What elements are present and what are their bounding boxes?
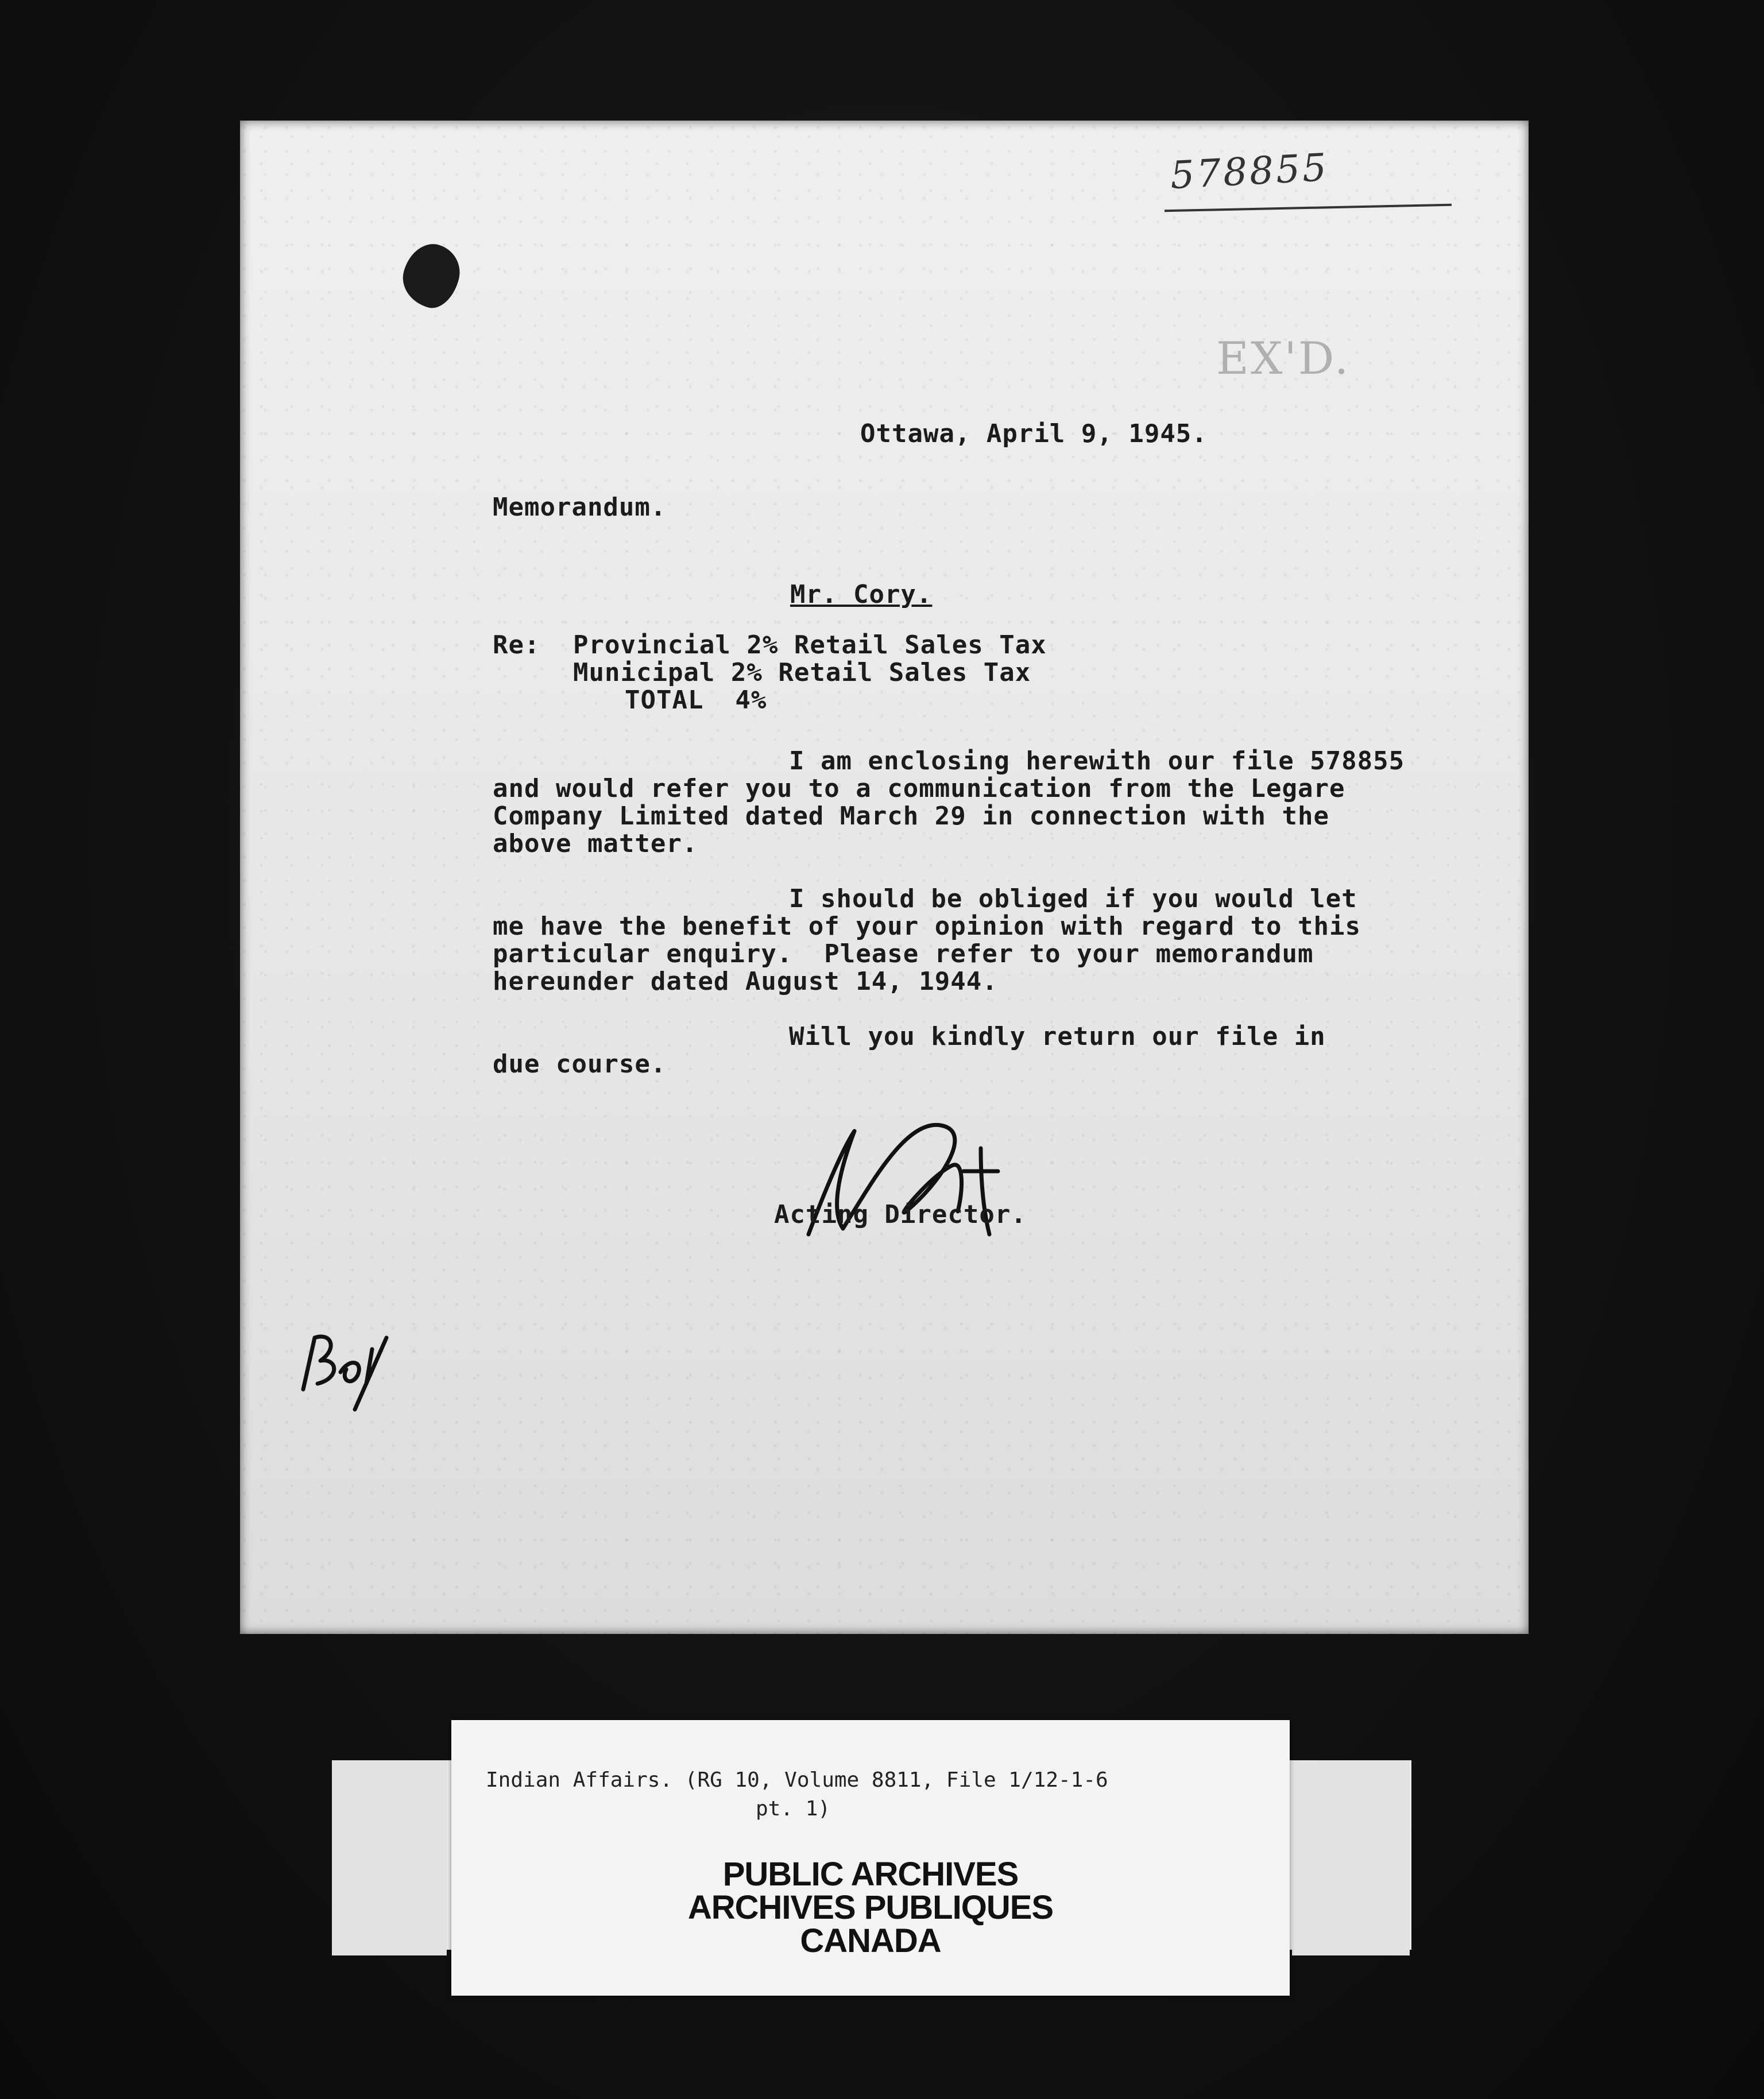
paragraph-2-line-4: hereunder dated August 14, 1944.	[493, 967, 998, 996]
handwritten-initials	[286, 1303, 401, 1418]
paragraph-1-line-4: above matter.	[493, 829, 698, 858]
paragraph-3-line-1: Will you kindly return our file in	[789, 1022, 1326, 1051]
signature-title: Acting Director.	[774, 1200, 1027, 1229]
re-line-provincial: Provincial 2% Retail Sales Tax	[573, 630, 1047, 660]
archive-reference	[486, 1766, 1255, 1823]
label-tab-right	[1292, 1760, 1410, 1955]
archive-reference-line-2: pt. 1)	[756, 1797, 831, 1821]
org-line-french: ARCHIVES PUBLIQUES	[687, 1889, 1054, 1926]
re-line-total: TOTAL 4%	[625, 686, 767, 715]
org-line-english: PUBLIC ARCHIVES	[722, 1856, 1019, 1893]
paragraph-3-line-2: due course.	[493, 1050, 667, 1079]
paragraph-2-line-3: particular enquiry. Please refer to your memorandum	[493, 939, 1314, 969]
paragraph-1-line-1: I am enclosing herewith our file 578855	[789, 746, 1405, 776]
archive-label	[451, 1720, 1290, 1996]
addressee: Mr. Cory.	[790, 580, 933, 609]
paragraph-1-line-3: Company Limited dated March 29 in connection with the	[493, 801, 1329, 831]
memo-heading: Memorandum.	[493, 493, 667, 522]
punch-hole	[396, 238, 466, 313]
archive-reference-line-1: Indian Affairs. (RG 10, Volume 8811, File 1/12-1-6	[486, 1768, 1108, 1792]
handwritten-file-number: 578855	[1169, 145, 1330, 198]
exd-stamp: EX'D.	[1216, 333, 1351, 385]
re-line-municipal: Municipal 2% Retail Sales Tax	[573, 658, 1031, 687]
file-number-underline	[1165, 204, 1452, 212]
archive-organization	[451, 1858, 1290, 1958]
date-line: Ottawa, April 9, 1945.	[860, 419, 1208, 448]
org-line-country: CANADA	[800, 1922, 941, 1959]
re-label: Re:	[493, 630, 540, 660]
paragraph-2-line-2: me have the benefit of your opinion with regard to this	[493, 912, 1361, 941]
paragraph-1-line-2: and would refer you to a communication from the Legare	[493, 774, 1345, 803]
paragraph-2-line-1: I should be obliged if you would let	[789, 884, 1357, 913]
memorandum-sheet	[240, 121, 1529, 1634]
label-tab-left	[332, 1760, 447, 1955]
